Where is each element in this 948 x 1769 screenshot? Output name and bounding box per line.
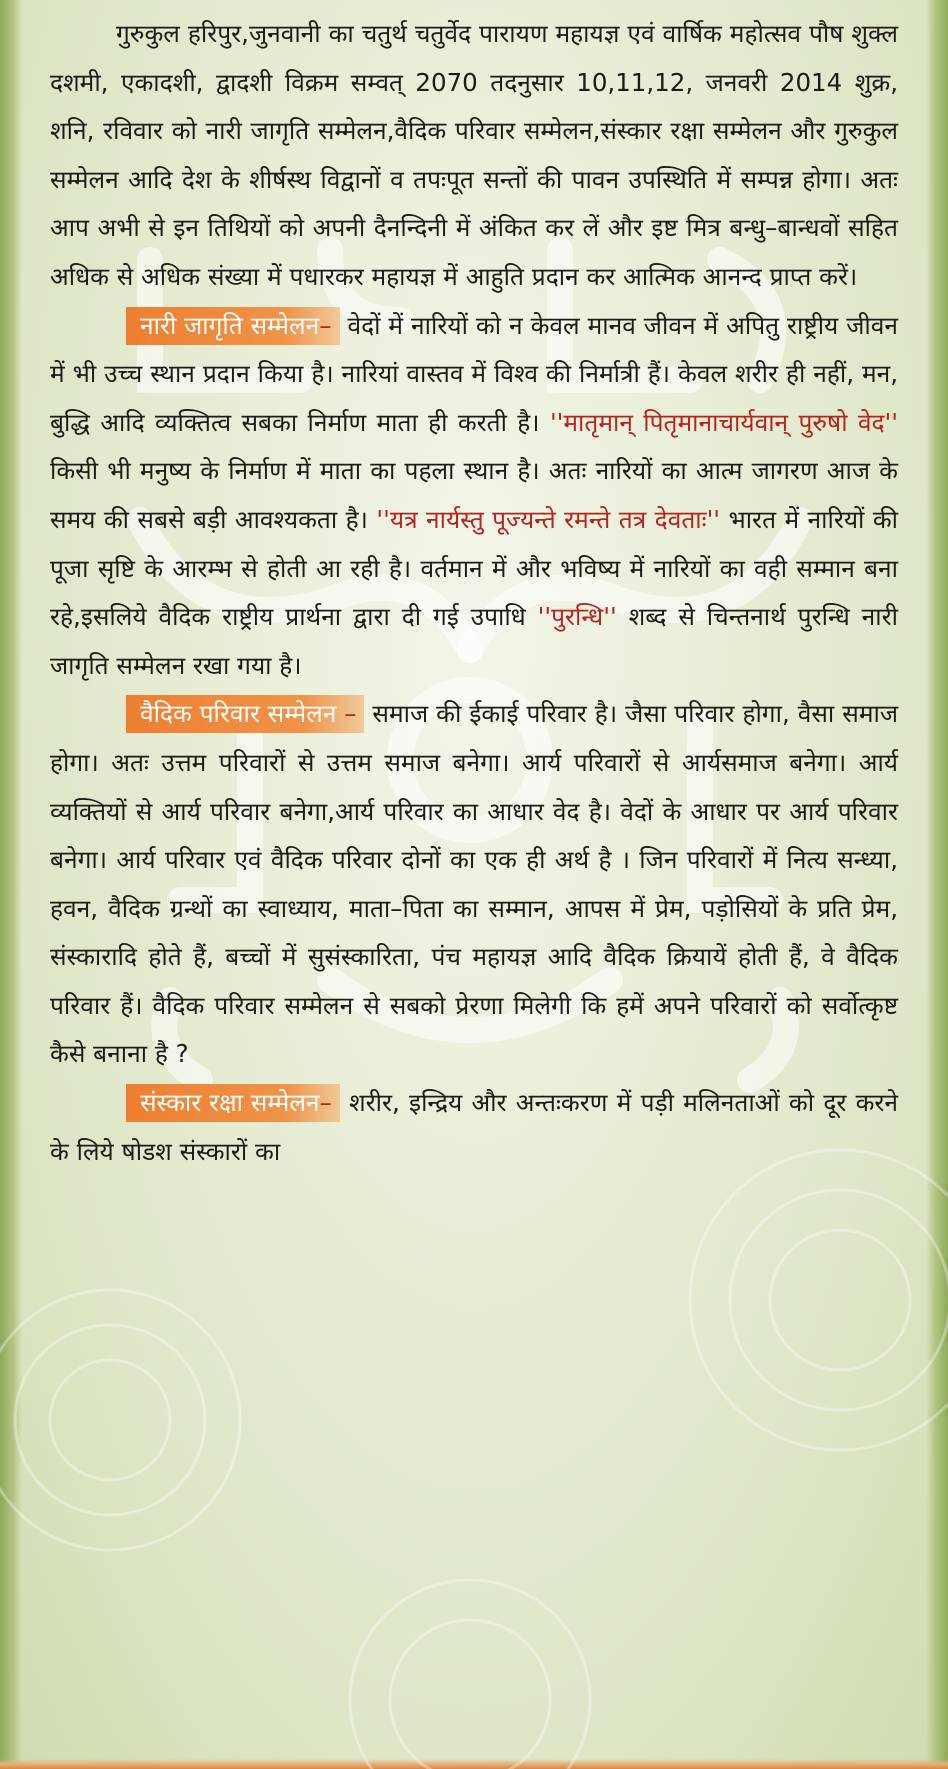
intro-text: गुरुकुल हरिपुर,जुनवानी का चतुर्थ चतुर्वेद पारायण महायज्ञ एवं वार्षिक महोत्सव पौष शुक्ल दशमी, एकादशी, द्वादशी विक्रम सम्वत् 2070 तदनुसार 10,11,12, जनवरी 2014 शुक्र, शनि, रविवार को नारी जागृति सम्मेलन,वैदिक परिवार सम्मेलन,संस्कार रक्षा सम्मेलन और गुरुकुल सम्मेलन आदि देश के शीर्षस्थ विद्वानों व तपःपूत सन्तों की पावन उपस्थिति में सम्पन्न होगा। अतः आप अभी से इन तिथियों को अपनी दैनन्दिनी में अंकित कर लें और इष्ट मित्र बन्धु–बान्धवों सहित अधिक से अधिक संख्या में पधारकर महायज्ञ में आहुति प्रदान कर आत्मिक आनन्द प्राप्त करें। <box>50 19 898 291</box>
section1-text-c: भारत में नारियों की पूजा सृष्टि के आरम्भ से होती आ रही है। वर्तमान में और भविष्य में नारियों का वही सम्मान बना रहे,इसलिये वैदिक राष्ट्रीय प्रार्थना द्वारा दी गई उपाधि <box>50 504 898 632</box>
heading-nari-jagriti-dash: – <box>319 310 332 340</box>
heading-vaidik-parivar-label: वैदिक परिवार सम्मेलन <box>140 699 337 729</box>
heading-sanskar-raksha-label: संस्कार रक्षा सम्मेलन <box>140 1088 320 1118</box>
heading-sanskar-raksha <box>126 1084 340 1122</box>
section1-quote-c: ''पुरन्धि'' <box>537 602 617 632</box>
right-border <box>926 0 948 1769</box>
section3-text: शरीर, इन्द्रिय और अन्तःकरण में पड़ी मलिनताओं को दूर करने के लिये षोडश संस्कारों का <box>50 1088 898 1166</box>
heading-nari-jagriti <box>126 307 340 345</box>
heading-sanskar-raksha-dash: – <box>319 1088 332 1118</box>
section1-quote-a: ''मातृमान् पितृमानाचार्यवान् पुरुषो वेद'' <box>549 407 898 437</box>
section-vaidik-parivar <box>50 690 898 1079</box>
document-body <box>50 10 898 1176</box>
section1-text-a: वेदों में नारियों को न केवल मानव जीवन में अपितु राष्ट्रीय जीवन में भी उच्च स्थान प्रदान किया है। नारियां वास्तव में विश्व की निर्मात्री हैं। केवल शरीर ही नहीं, मन, बुद्धि आदि व्यक्तित्व सबका निर्माण माता ही करती है। <box>50 310 898 437</box>
section1-text-d: शब्द से चिन्तनार्थ पुरन्धि नारी जागृति सम्मेलन रखा गया है। <box>50 602 898 680</box>
left-border <box>0 0 22 1769</box>
section2-text: समाज की ईकाई परिवार है। जैसा परिवार होगा, वैसा समाज होगा। अतः उत्तम परिवारों से उत्तम समाज बनेगा। आर्य परिवारों से आर्यसमाज बनेगा। आर्य व्यक्तियों से आर्य परिवार बनेगा,आर्य परिवार का आधार वेद है। वेदों के आधार पर आर्य परिवार बनेगा। आर्य परिवार एवं वैदिक परिवार दोनों का एक ही अर्थ है । जिन परिवारों में नित्य सन्ध्या, हवन, वैदिक ग्रन्थों का स्वाध्याय, माता–पिता का सम्मान, आपस में प्रेम, पड़ोसियों के प्रति प्रेम, संस्कारादि होते हैं, बच्चों में सुसंस्कारिता, पंच महायज्ञ आदि वैदिक क्रियायें होती हैं, वे वैदिक परिवार हैं। वैदिक परिवार सम्मेलन से सबको प्रेरणा मिलेगी कि हमें अपने परिवारों को सर्वोत्कृष्ट कैसे बनाना है ? <box>50 699 898 1069</box>
bottom-border <box>0 1759 948 1769</box>
section1-quote-b: ''यत्र नार्यस्तु पूज्यन्ते रमन्ते तत्र देवताः'' <box>376 504 721 534</box>
intro-paragraph <box>50 10 898 302</box>
section-nari-jagriti <box>50 302 898 691</box>
heading-nari-jagriti-label: नारी जागृति सम्मेलन <box>140 310 320 340</box>
heading-vaidik-parivar-dash: – <box>344 699 357 729</box>
section-sanskar-raksha <box>50 1079 898 1176</box>
heading-vaidik-parivar <box>126 695 364 733</box>
section1-text-b: किसी भी मनुष्य के निर्माण में माता का पहला स्थान है। अतः नारियों का आत्म जागरण आज के समय की सबसे बड़ी आवश्यकता है। <box>50 456 898 534</box>
